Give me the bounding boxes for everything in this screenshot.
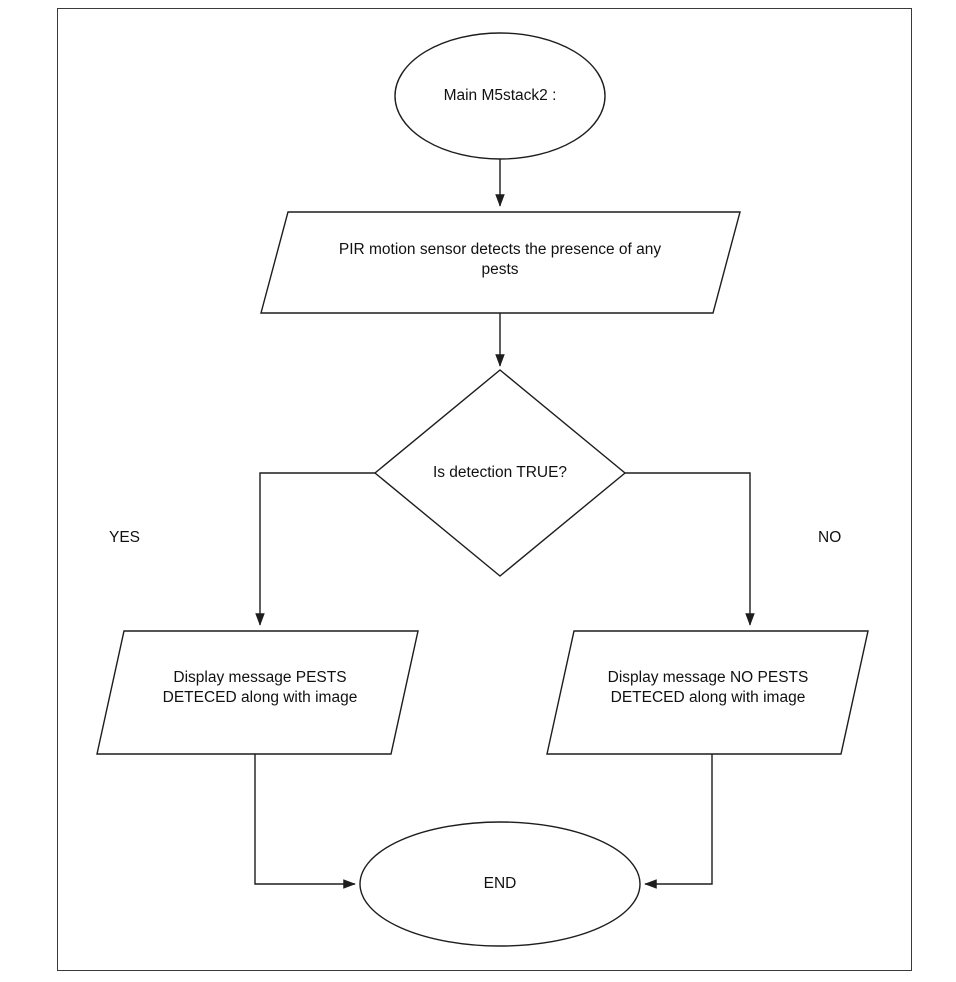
edge-label-yes: YES [109, 529, 141, 546]
edge-decision-to-yes [260, 473, 375, 625]
edge-decision-to-no [625, 473, 750, 625]
node-output-yes-label: Display message PESTS DETECED along with image [162, 669, 358, 706]
node-end-shape [360, 822, 640, 946]
node-end-label: END [483, 875, 517, 892]
edge-label-no: NO [818, 529, 842, 546]
node-output-no-label: Display message NO PESTS DETECED along with image [607, 669, 809, 706]
node-start-label: Main M5stack2 : [443, 87, 557, 104]
node-output-no-shape [547, 631, 868, 754]
edge-no-to-end [645, 754, 712, 884]
node-input-pir-label: PIR motion sensor detects the presence of any pests [338, 241, 662, 278]
node-output-yes-shape [97, 631, 418, 754]
node-decision-label: Is detection TRUE? [432, 464, 568, 481]
node-decision-shape [375, 370, 625, 576]
edge-yes-to-end [255, 754, 355, 884]
node-start-shape [395, 33, 605, 159]
node-input-pir-shape [261, 212, 740, 313]
